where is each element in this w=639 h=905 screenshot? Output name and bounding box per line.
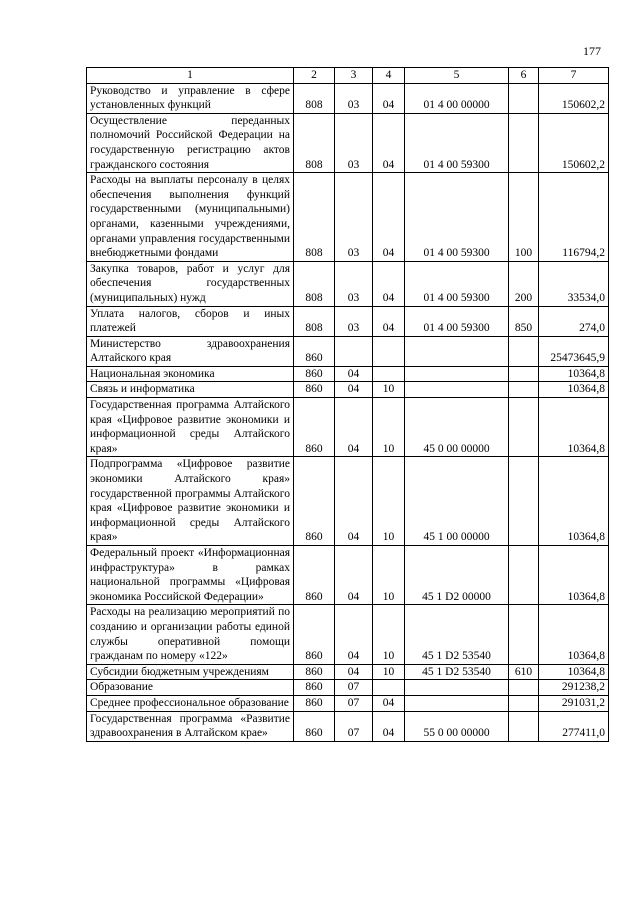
row-amount: 10364,8 <box>539 366 609 382</box>
row-admin-code: 860 <box>294 605 335 664</box>
table-row <box>87 664 609 680</box>
row-subsection: 10 <box>373 605 405 664</box>
header-col-5: 5 <box>405 68 509 84</box>
row-target-article <box>405 695 509 711</box>
row-amount: 291031,2 <box>539 695 609 711</box>
row-section: 03 <box>335 306 373 336</box>
table-header-row <box>87 68 609 84</box>
row-subsection <box>373 366 405 382</box>
row-expense-type <box>509 546 539 605</box>
page-number: 177 <box>583 44 601 58</box>
row-expense-type <box>509 605 539 664</box>
row-admin-code: 860 <box>294 366 335 382</box>
row-subsection <box>373 680 405 696</box>
row-section: 07 <box>335 711 373 741</box>
row-target-article: 45 0 00 00000 <box>405 398 509 457</box>
row-amount: 150602,2 <box>539 83 609 113</box>
row-name: Среднее профессиональное образование <box>87 695 294 711</box>
table-row <box>87 546 609 605</box>
row-amount: 25473645,9 <box>539 336 609 366</box>
table-row <box>87 457 609 546</box>
row-amount: 291238,2 <box>539 680 609 696</box>
row-section: 04 <box>335 605 373 664</box>
row-target-article <box>405 336 509 366</box>
row-target-article: 45 1 D2 53540 <box>405 605 509 664</box>
row-target-article: 01 4 00 59300 <box>405 113 509 172</box>
row-amount: 116794,2 <box>539 173 609 262</box>
row-name: Министерство здравоохранения Алтайского края <box>87 336 294 366</box>
header-col-3: 3 <box>335 68 373 84</box>
header-col-6: 6 <box>509 68 539 84</box>
table-row <box>87 306 609 336</box>
header-col-2: 2 <box>294 68 335 84</box>
row-admin-code: 860 <box>294 664 335 680</box>
row-target-article <box>405 366 509 382</box>
row-expense-type <box>509 711 539 741</box>
row-expense-type <box>509 680 539 696</box>
row-name: Подпрограмма «Цифровое развитие экономики Алтайского края» государственной программы Алтайского края «Цифровое развитие экономики и информационной среды Алтайского края» <box>87 457 294 546</box>
row-section: 03 <box>335 113 373 172</box>
row-name: Государственная программа «Развитие здравоохранения в Алтайском крае» <box>87 711 294 741</box>
row-target-article: 01 4 00 00000 <box>405 83 509 113</box>
row-amount: 274,0 <box>539 306 609 336</box>
row-admin-code: 808 <box>294 113 335 172</box>
row-name: Государственная программа Алтайского края «Цифровое развитие экономики и информационной среды Алтайского края» <box>87 398 294 457</box>
row-expense-type <box>509 695 539 711</box>
table-row <box>87 695 609 711</box>
header-col-1: 1 <box>87 68 294 84</box>
row-subsection: 10 <box>373 382 405 398</box>
row-amount: 150602,2 <box>539 113 609 172</box>
row-subsection: 04 <box>373 695 405 711</box>
row-amount: 10364,8 <box>539 382 609 398</box>
table-row <box>87 398 609 457</box>
row-name: Образование <box>87 680 294 696</box>
row-target-article <box>405 680 509 696</box>
row-expense-type <box>509 83 539 113</box>
row-admin-code: 860 <box>294 546 335 605</box>
table-row <box>87 366 609 382</box>
row-subsection: 04 <box>373 306 405 336</box>
table-row <box>87 382 609 398</box>
row-target-article: 01 4 00 59300 <box>405 261 509 306</box>
row-admin-code: 860 <box>294 336 335 366</box>
table-row <box>87 680 609 696</box>
row-admin-code: 860 <box>294 711 335 741</box>
table-body <box>87 83 609 741</box>
row-target-article: 45 1 00 00000 <box>405 457 509 546</box>
row-expense-type <box>509 457 539 546</box>
row-amount: 277411,0 <box>539 711 609 741</box>
row-admin-code: 860 <box>294 680 335 696</box>
row-amount: 10364,8 <box>539 546 609 605</box>
row-amount: 10364,8 <box>539 605 609 664</box>
row-admin-code: 860 <box>294 382 335 398</box>
table-row <box>87 173 609 262</box>
row-section: 07 <box>335 680 373 696</box>
row-subsection: 04 <box>373 711 405 741</box>
row-subsection: 10 <box>373 398 405 457</box>
row-expense-type: 850 <box>509 306 539 336</box>
row-admin-code: 808 <box>294 261 335 306</box>
row-expense-type <box>509 336 539 366</box>
row-target-article: 45 1 D2 00000 <box>405 546 509 605</box>
table-row <box>87 336 609 366</box>
row-section: 03 <box>335 261 373 306</box>
row-expense-type <box>509 382 539 398</box>
row-admin-code: 860 <box>294 457 335 546</box>
row-name: Национальная экономика <box>87 366 294 382</box>
row-subsection <box>373 336 405 366</box>
row-section: 03 <box>335 173 373 262</box>
row-expense-type: 610 <box>509 664 539 680</box>
table-row <box>87 605 609 664</box>
row-expense-type: 100 <box>509 173 539 262</box>
table-row <box>87 711 609 741</box>
row-expense-type: 200 <box>509 261 539 306</box>
row-section: 04 <box>335 664 373 680</box>
row-expense-type <box>509 398 539 457</box>
table-row <box>87 113 609 172</box>
row-target-article: 55 0 00 00000 <box>405 711 509 741</box>
row-subsection: 04 <box>373 261 405 306</box>
budget-table <box>86 67 609 742</box>
table-row <box>87 83 609 113</box>
row-amount: 10364,8 <box>539 664 609 680</box>
row-section: 04 <box>335 546 373 605</box>
row-target-article: 01 4 00 59300 <box>405 306 509 336</box>
row-expense-type <box>509 113 539 172</box>
row-name: Расходы на реализацию мероприятий по созданию и организации работы единой службы оперативной помощи гражданам по номеру «122» <box>87 605 294 664</box>
row-section: 03 <box>335 83 373 113</box>
row-subsection: 04 <box>373 83 405 113</box>
row-name: Федеральный проект «Информационная инфраструктура» в рамках национальной программы «Цифровая экономика Российской Федерации» <box>87 546 294 605</box>
row-admin-code: 808 <box>294 173 335 262</box>
row-name: Осуществление переданных полномочий Российской Федерации на государственную регистрацию актов гражданского состояния <box>87 113 294 172</box>
table-row <box>87 261 609 306</box>
row-admin-code: 808 <box>294 306 335 336</box>
row-name: Уплата налогов, сборов и иных платежей <box>87 306 294 336</box>
row-name: Руководство и управление в сфере установленных функций <box>87 83 294 113</box>
row-amount: 10364,8 <box>539 457 609 546</box>
row-target-article <box>405 382 509 398</box>
row-name: Закупка товаров, работ и услуг для обеспечения государственных (муниципальных) нужд <box>87 261 294 306</box>
row-subsection: 04 <box>373 173 405 262</box>
row-subsection: 10 <box>373 457 405 546</box>
row-subsection: 04 <box>373 113 405 172</box>
row-section <box>335 336 373 366</box>
row-subsection: 10 <box>373 546 405 605</box>
row-admin-code: 860 <box>294 695 335 711</box>
row-amount: 10364,8 <box>539 398 609 457</box>
row-section: 04 <box>335 398 373 457</box>
header-col-7: 7 <box>539 68 609 84</box>
row-name: Связь и информатика <box>87 382 294 398</box>
row-section: 07 <box>335 695 373 711</box>
row-admin-code: 860 <box>294 398 335 457</box>
row-name: Расходы на выплаты персоналу в целях обеспечения выполнения функций государственными (муниципальными) органами, казенными учреждениями, органами управления государственными внебюджетными фондами <box>87 173 294 262</box>
row-amount: 33534,0 <box>539 261 609 306</box>
row-expense-type <box>509 366 539 382</box>
row-admin-code: 808 <box>294 83 335 113</box>
row-section: 04 <box>335 382 373 398</box>
row-target-article: 45 1 D2 53540 <box>405 664 509 680</box>
header-col-4: 4 <box>373 68 405 84</box>
row-section: 04 <box>335 366 373 382</box>
row-name: Субсидии бюджетным учреждениям <box>87 664 294 680</box>
row-section: 04 <box>335 457 373 546</box>
row-subsection: 10 <box>373 664 405 680</box>
row-target-article: 01 4 00 59300 <box>405 173 509 262</box>
